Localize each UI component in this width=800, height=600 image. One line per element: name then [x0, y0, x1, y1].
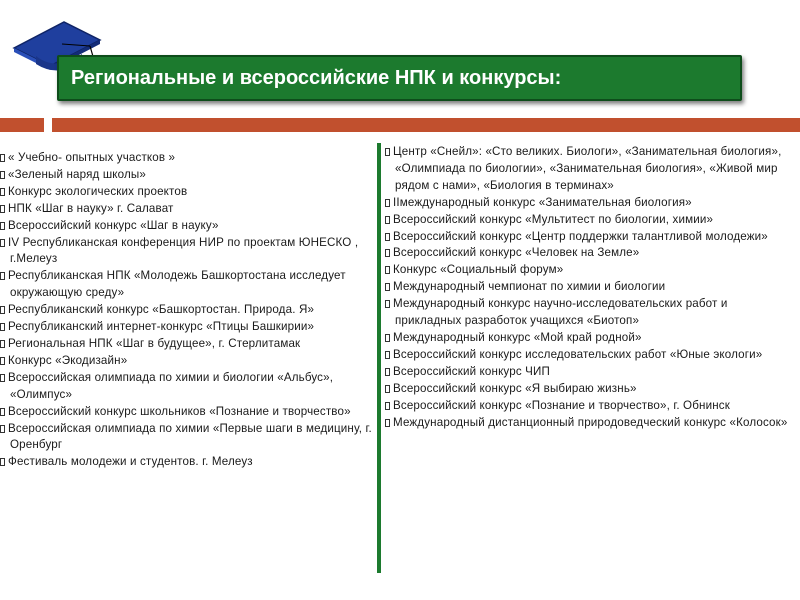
- accent-stripe-left: [0, 118, 44, 132]
- list-item: Конкурс «Социальный форум»: [385, 262, 790, 279]
- list-item: Всероссийский конкурс ЧИП: [385, 364, 790, 381]
- list-item: Республиканский интернет-конкурс «Птицы Башкирии»: [0, 319, 372, 336]
- left-contest-list: [0, 150, 372, 471]
- list-item: Всероссийский конкурс «Я выбираю жизнь»: [385, 381, 790, 398]
- list-item: «Зеленый наряд школы»: [0, 167, 372, 184]
- list-item: Международный конкурс «Мой край родной»: [385, 330, 790, 347]
- column-divider: [377, 143, 381, 573]
- title-bar: [57, 55, 742, 101]
- list-item: Республиканский конкурс «Башкортостан. Природа. Я»: [0, 302, 372, 319]
- list-item: Всероссийский конкурс «Познание и творчество», г. Обнинск: [385, 398, 790, 415]
- list-item: « Учебно- опытных участков »: [0, 150, 372, 167]
- list-item: Международный чемпионат по химии и биологии: [385, 279, 790, 296]
- list-item: IV Республиканская конференция НИР по проектам ЮНЕСКО , г.Мелеуз: [0, 235, 372, 269]
- list-item: Конкурс экологических проектов: [0, 184, 372, 201]
- list-item: Всероссийский конкурс «Шаг в науку»: [0, 218, 372, 235]
- list-item: Региональная НПК «Шаг в будущее», г. Стерлитамак: [0, 336, 372, 353]
- list-item: Всероссийский конкурс «Человек на Земле»: [385, 245, 790, 262]
- list-item: Конкурс «Экодизайн»: [0, 353, 372, 370]
- list-item: Центр «Снейл»: «Сто великих. Биологи», «Занимательная биология», «Олимпиада по биологии», «Занимательная биология», «Живой мир рядом с нами», «Биология в терминах»: [385, 144, 790, 195]
- list-item: Международный конкурс научно-исследовательских работ и прикладных разработок учащихся «Биотоп»: [385, 296, 790, 330]
- list-item: Всероссийский конкурс «Мультитест по биологии, химии»: [385, 212, 790, 229]
- list-item: Республиканская НПК «Молодежь Башкортостана исследует окружающую среду»: [0, 268, 372, 302]
- list-item: Фестиваль молодежи и студентов. г. Мелеуз: [0, 454, 372, 471]
- list-item: Всероссийская олимпиада по химии «Первые шаги в медицину, г. Оренбург: [0, 421, 372, 455]
- list-item: Всероссийская олимпиада по химии и биологии «Альбус», «Олимпус»: [0, 370, 372, 404]
- page-title: Региональные и всероссийские НПК и конкурсы:: [71, 66, 562, 89]
- list-item: Всероссийский конкурс школьников «Познание и творчество»: [0, 404, 372, 421]
- right-contest-list: [385, 144, 790, 431]
- list-item: Всероссийский конкурс «Центр поддержки талантливой молодежи»: [385, 229, 790, 246]
- list-item: НПК «Шаг в науку» г. Салават: [0, 201, 372, 218]
- list-item: Всероссийский конкурс исследовательских работ «Юные экологи»: [385, 347, 790, 364]
- accent-stripe-right: [52, 118, 800, 132]
- list-item: Международный дистанционный природоведческий конкурс «Колосок»: [385, 415, 790, 432]
- list-item: IIмеждународный конкурс «Занимательная биология»: [385, 195, 790, 212]
